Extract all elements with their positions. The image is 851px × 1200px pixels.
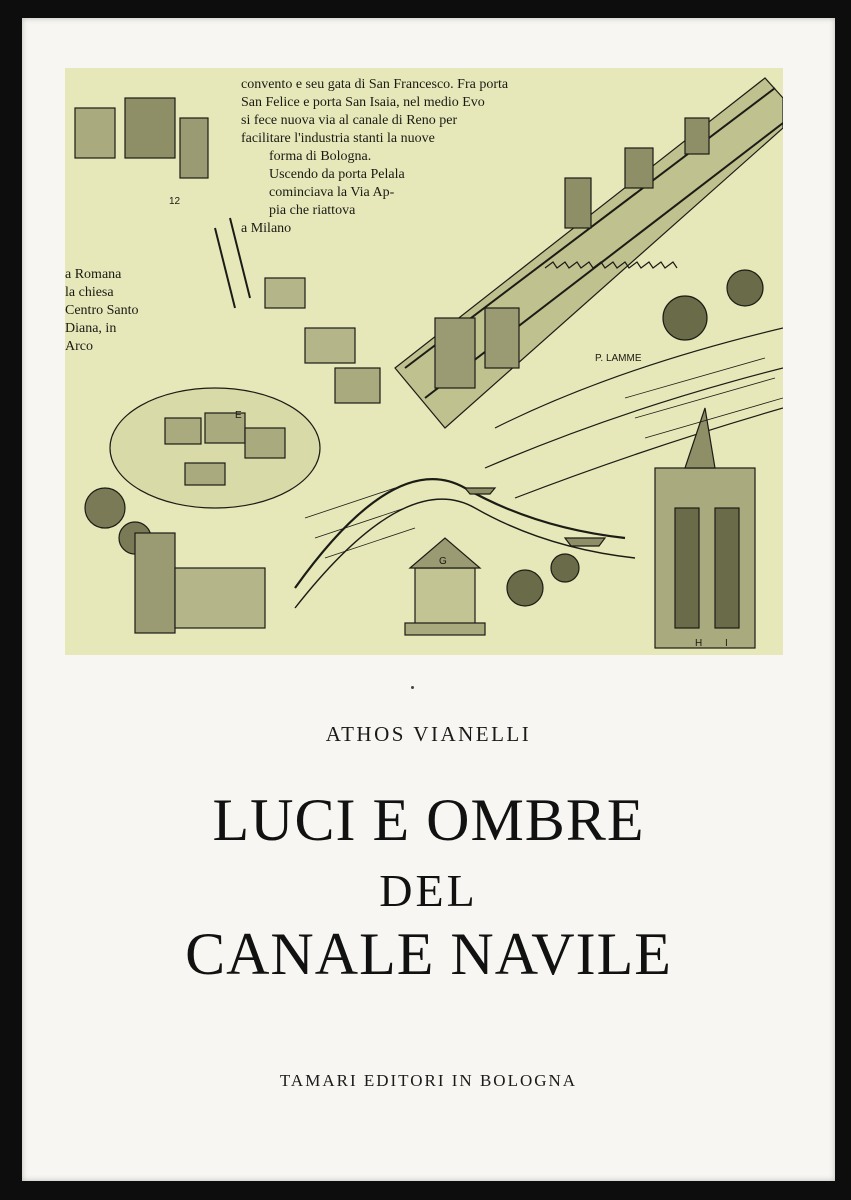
engraving-caption (241, 76, 508, 238)
title-line-3: CANALE NAVILE (185, 921, 672, 987)
caption-line: a Milano (241, 221, 292, 236)
title-line-1: LUCI E OMBRE (212, 787, 645, 853)
side-line: Centro Santo (65, 303, 139, 318)
engraving-side-text (65, 266, 139, 356)
caption-line: San Felice e porta San Isaia, nel medio Evo (241, 95, 485, 110)
author-name: ATHOS VIANELLI (325, 722, 532, 746)
side-line: Arco (65, 339, 93, 354)
caption-line: facilitare l'industria stanti la nuove (241, 131, 435, 146)
side-line: a Romana (65, 267, 122, 282)
caption-line: Uscendo da porta Pelala (269, 167, 405, 182)
map-label-12: 12 (169, 196, 181, 207)
side-line: Diana, in (65, 321, 117, 336)
side-line: la chiesa (65, 285, 114, 300)
caption-line: forma di Bologna. (269, 149, 372, 164)
cover-illustration (65, 68, 783, 655)
ornament-dot (411, 686, 414, 689)
caption-line: pia che riattova (269, 203, 356, 218)
map-label-h: H (695, 638, 703, 649)
caption-line: si fece nuova via al canale di Reno per (241, 113, 458, 128)
map-label-lamme: P. LAMME (595, 353, 642, 364)
publisher-name: TAMARI EDITORI IN BOLOGNA (279, 1071, 578, 1090)
book-cover (22, 18, 835, 1181)
map-label-e: E (235, 410, 242, 421)
title-line-2: DEL (379, 865, 478, 916)
map-label-g: G (439, 556, 447, 567)
caption-line: cominciava la Via Ap- (269, 185, 395, 200)
caption-line: convento e seu gata di San Francesco. Fra porta (241, 77, 509, 92)
map-label-i: I (725, 638, 728, 649)
